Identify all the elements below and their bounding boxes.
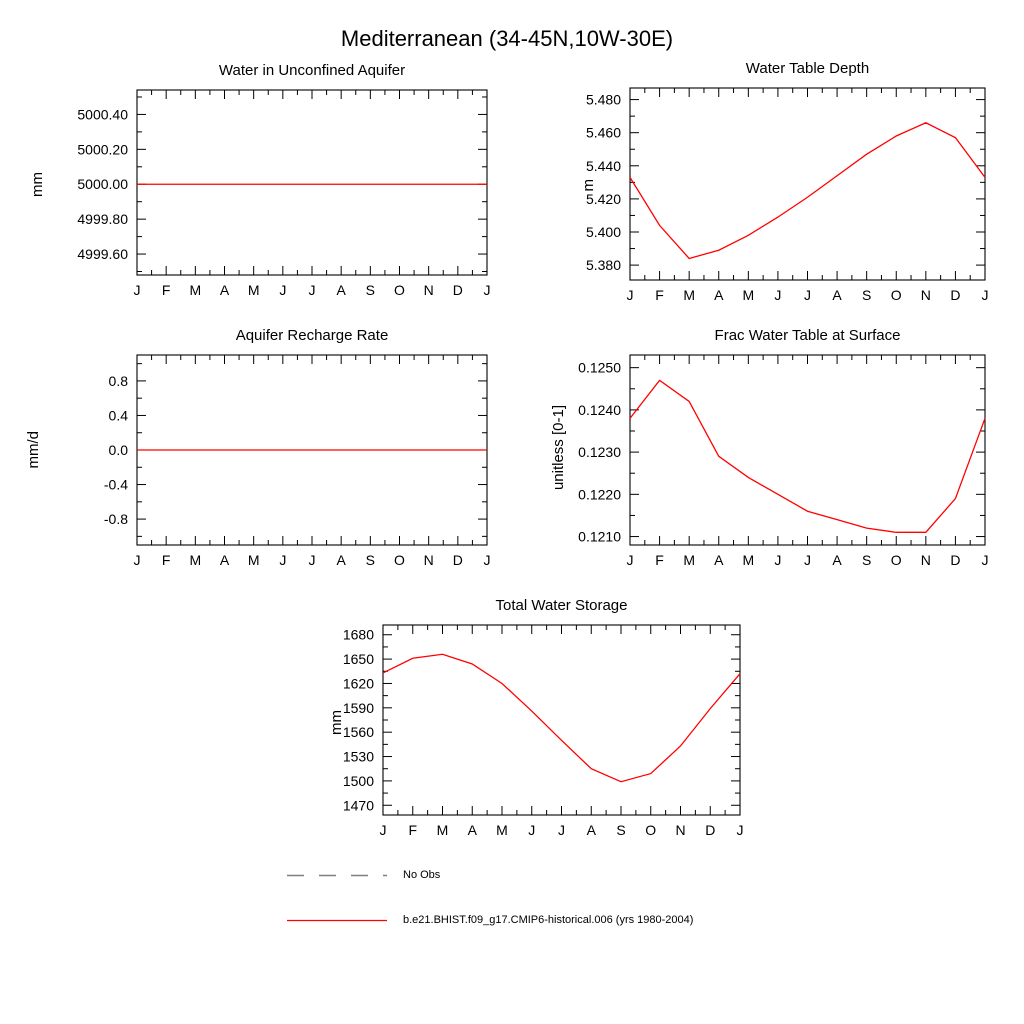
svg-text:0.1240: 0.1240 (578, 401, 621, 418)
svg-text:0.0: 0.0 (108, 442, 128, 458)
svg-text:F: F (161, 552, 171, 568)
plot-frac-water-table-surface (520, 347, 997, 581)
svg-text:J: J (483, 282, 491, 298)
svg-text:A: A (714, 287, 724, 303)
svg-text:1500: 1500 (342, 772, 374, 789)
svg-text:S: S (861, 552, 872, 568)
svg-text:F: F (161, 282, 171, 298)
chart-title: Total Water Storage (495, 597, 628, 614)
y-axis-label: unitless [0-1] (550, 405, 567, 491)
svg-text:S: S (861, 287, 872, 303)
y-axis-label: mm (328, 710, 345, 735)
svg-text:M: M (742, 552, 755, 568)
figure-title: Mediterranean (34-45N,10W-30E) (340, 26, 674, 51)
y-axis-label: mm/d (25, 431, 42, 469)
svg-text:0.1220: 0.1220 (578, 486, 621, 503)
svg-text:O: O (394, 282, 405, 298)
y-axis-label: mm (29, 172, 46, 197)
svg-text:O: O (890, 287, 902, 303)
svg-text:1530: 1530 (342, 748, 374, 765)
svg-text:A: A (336, 282, 346, 298)
y-axis-label: m (580, 179, 597, 192)
svg-text:5000.00: 5000.00 (77, 176, 128, 193)
svg-text:1590: 1590 (342, 699, 374, 716)
svg-text:O: O (890, 552, 902, 568)
svg-text:0.8: 0.8 (108, 372, 128, 389)
svg-text:J: J (981, 287, 989, 303)
svg-text:J: J (981, 552, 989, 568)
svg-text:N: N (423, 552, 434, 568)
svg-text:J: J (308, 282, 316, 298)
svg-text:D: D (950, 552, 961, 568)
chart-title: Water Table Depth (745, 60, 870, 77)
model-run-line-sample (287, 917, 387, 924)
chart-title: Aquifer Recharge Rate (235, 327, 389, 344)
svg-text:A: A (336, 552, 346, 568)
svg-text:J: J (379, 822, 387, 838)
chart-title: Water in Unconfined Aquifer (218, 62, 406, 79)
svg-text:A: A (467, 822, 477, 838)
svg-text:J: J (804, 552, 811, 568)
svg-text:S: S (616, 822, 626, 838)
svg-text:J: J (558, 822, 565, 838)
svg-text:N: N (920, 552, 931, 568)
svg-text:F: F (408, 822, 418, 838)
svg-text:N: N (920, 287, 931, 303)
svg-text:D: D (950, 287, 961, 303)
svg-text:0.1250: 0.1250 (578, 359, 621, 376)
svg-text:M: M (436, 822, 449, 838)
svg-text:4999.80: 4999.80 (77, 211, 128, 228)
svg-text:D: D (452, 282, 463, 298)
svg-text:A: A (219, 552, 230, 568)
svg-text:J: J (528, 822, 536, 838)
svg-text:J: J (133, 282, 141, 298)
plot-water-unconfined-aquifer (27, 82, 499, 311)
svg-text:5.440: 5.440 (585, 157, 621, 174)
svg-text:M: M (189, 282, 202, 298)
svg-text:M: M (247, 552, 260, 568)
svg-text:J: J (774, 287, 782, 303)
svg-text:1470: 1470 (342, 797, 374, 814)
svg-text:D: D (705, 822, 716, 838)
svg-text:J: J (279, 552, 287, 568)
svg-text:1680: 1680 (342, 626, 374, 643)
plot-total-water-storage (273, 617, 752, 851)
svg-text:5000.20: 5000.20 (77, 141, 128, 158)
svg-text:O: O (645, 822, 657, 838)
svg-text:0.1230: 0.1230 (578, 444, 621, 461)
legend-label-no-obs: No Obs (403, 869, 441, 881)
chart-title: Frac Water Table at Surface (714, 327, 901, 344)
svg-text:J: J (774, 552, 782, 568)
plot-water-table-depth (520, 80, 997, 316)
svg-text:F: F (655, 287, 664, 303)
svg-text:1620: 1620 (342, 675, 374, 692)
svg-text:D: D (452, 552, 463, 568)
svg-text:J: J (804, 287, 811, 303)
svg-text:1560: 1560 (342, 724, 374, 741)
svg-text:A: A (219, 282, 230, 298)
svg-text:J: J (626, 552, 634, 568)
svg-text:M: M (496, 822, 508, 838)
svg-text:5.420: 5.420 (585, 190, 621, 207)
svg-text:0.4: 0.4 (108, 407, 128, 424)
svg-text:4999.60: 4999.60 (77, 246, 128, 263)
svg-text:M: M (189, 552, 202, 568)
svg-text:J: J (279, 282, 287, 298)
legend-label-model-run: b.e21.BHIST.f09_g17.CMIP6-historical.006 (yrs 1980-2004) (403, 914, 694, 926)
svg-text:N: N (675, 822, 686, 838)
no-obs-line-sample (287, 872, 387, 879)
svg-text:A: A (832, 287, 842, 303)
svg-text:5.400: 5.400 (585, 224, 621, 240)
svg-text:S: S (365, 282, 376, 298)
svg-text:J: J (133, 552, 141, 568)
svg-text:1650: 1650 (342, 651, 374, 668)
svg-text:S: S (365, 552, 376, 568)
svg-text:O: O (394, 552, 405, 568)
svg-text:J: J (308, 552, 316, 568)
svg-text:5.480: 5.480 (585, 91, 621, 108)
svg-text:M: M (683, 552, 696, 568)
svg-text:N: N (423, 282, 434, 298)
svg-text:J: J (626, 287, 634, 303)
svg-text:5.380: 5.380 (585, 257, 621, 274)
legend-item-no-obs (287, 869, 440, 881)
svg-text:-0.4: -0.4 (103, 476, 128, 493)
svg-text:F: F (655, 552, 664, 568)
plot-aquifer-recharge-rate (27, 347, 499, 581)
svg-text:M: M (247, 282, 260, 298)
svg-text:0.1210: 0.1210 (578, 528, 621, 545)
legend-item-model-run (287, 914, 693, 926)
svg-text:5000.40: 5000.40 (77, 106, 128, 123)
svg-text:M: M (683, 287, 696, 303)
svg-text:5.460: 5.460 (585, 124, 621, 141)
svg-text:A: A (832, 552, 842, 568)
svg-text:A: A (714, 552, 724, 568)
svg-text:A: A (586, 822, 596, 838)
svg-text:-0.8: -0.8 (103, 511, 128, 528)
svg-text:M: M (742, 287, 755, 303)
svg-text:J: J (483, 552, 491, 568)
svg-text:J: J (736, 822, 744, 838)
